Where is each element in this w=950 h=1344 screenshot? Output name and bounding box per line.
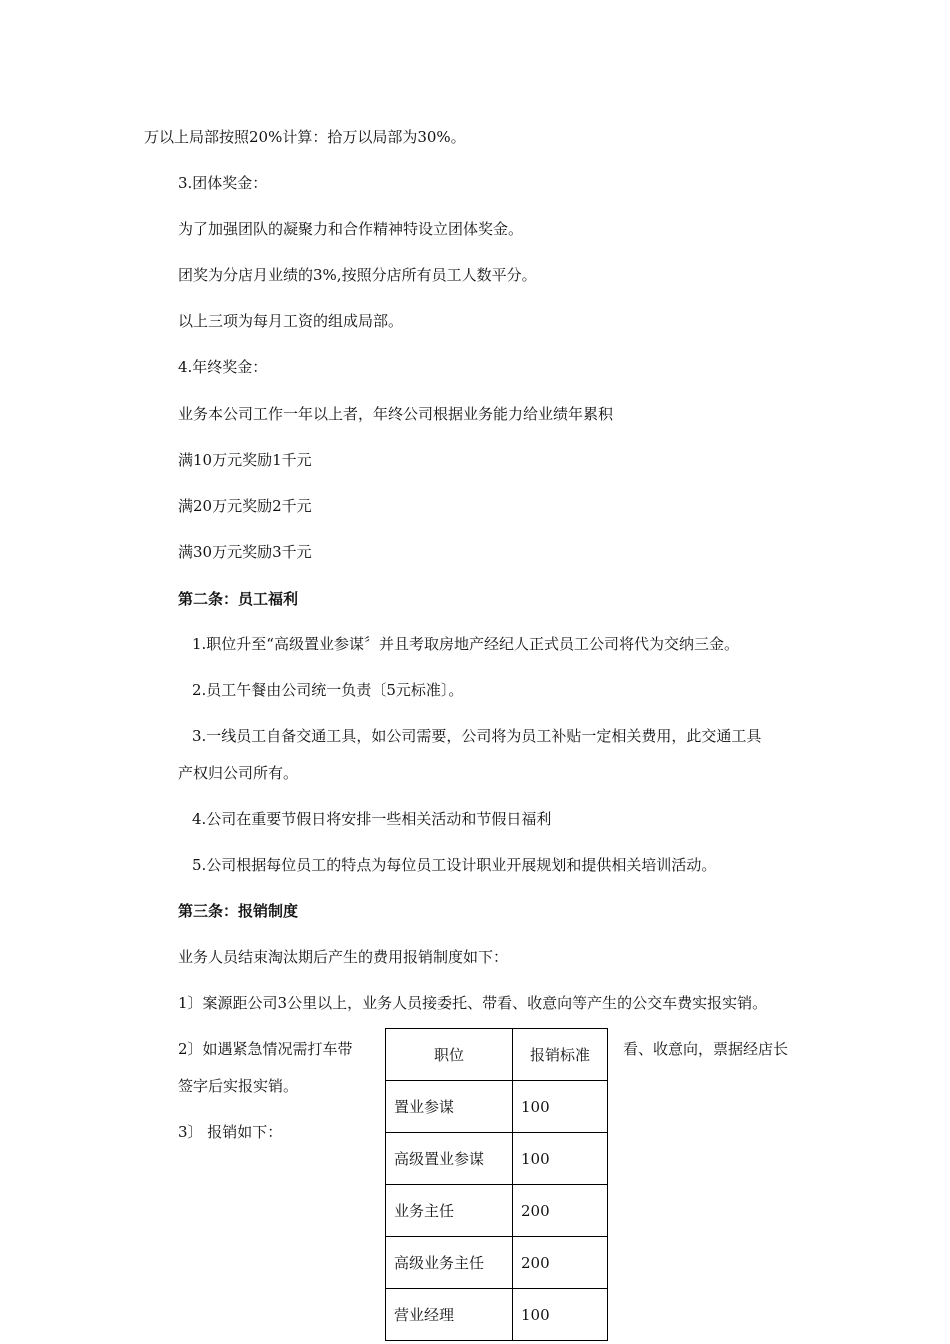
paragraph: 业务本公司工作一年以上者，年终公司根据业务能力给业绩年累积 [178,405,614,423]
table-cell: 营业经理 [386,1289,513,1341]
paragraph: 产权归公司所有。 [178,764,299,782]
table-cell: 高级业务主任 [386,1237,513,1289]
table-cell: 业务主任 [386,1185,513,1237]
table-cell: 置业参谋 [386,1081,513,1133]
paragraph-heading: 3.团体奖金： [178,174,268,192]
table-cell: 100 [513,1081,608,1133]
table-row [386,1237,608,1289]
paragraph: 以上三项为每月工资的组成局部。 [178,312,404,330]
paragraph: 5.公司根据每位员工的特点为每位员工设计职业开展规划和提供相关培训活动。 [192,856,717,874]
table-cell: 高级置业参谋 [386,1133,513,1185]
paragraph: 2.员工午餐由公司统一负责〔5元标准〕。 [192,681,464,699]
table-row [386,1133,608,1185]
paragraph: 为了加强团队的凝聚力和合作精神特设立团体奖金。 [178,220,524,238]
table-cell: 100 [513,1133,608,1185]
column-header-standard: 报销标准 [513,1029,608,1081]
paragraph: 1〕案源距公司3公里以上，业务人员接委托、带看、收意向等产生的公交车费实报实销。 [178,994,768,1012]
table-row [386,1081,608,1133]
table-row [386,1289,608,1341]
paragraph: 满20万元奖励2千元 [178,497,312,515]
reimbursement-table [385,1028,608,1341]
paragraph: 满10万元奖励1千元 [178,451,312,469]
paragraph: 万以上局部按照20%计算：拾万以局部为30%。 [144,128,466,146]
table-header-row [386,1029,608,1081]
table-cell: 200 [513,1237,608,1289]
paragraph: 4.公司在重要节假日将安排一些相关活动和节假日福利 [192,810,552,828]
paragraph: 1.职位升至“高级置业参谋〞并且考取房地产经纪人正式员工公司将代为交纳三金。 [192,635,739,653]
section-heading: 第二条：员工福利 [178,590,299,608]
section-heading: 第三条：报销制度 [178,902,299,920]
paragraph: 看、收意向，票据经店长 [623,1040,789,1058]
paragraph: 签字后实报实销。 [178,1077,299,1095]
paragraph-heading: 4.年终奖金： [178,358,268,376]
table-row [386,1185,608,1237]
paragraph: 满30万元奖励3千元 [178,543,312,561]
paragraph: 团奖为分店月业绩的3%,按照分店所有员工人数平分。 [178,266,537,284]
table-cell: 200 [513,1185,608,1237]
column-header-position: 职位 [386,1029,513,1081]
paragraph: 2〕如遇紧急情况需打车带 [178,1040,353,1058]
paragraph: 3.一线员工自备交通工具，如公司需要，公司将为员工补贴一定相关费用，此交通工具 [192,727,762,745]
paragraph: 业务人员结束淘汰期后产生的费用报销制度如下： [178,948,509,966]
table-cell: 100 [513,1289,608,1341]
paragraph: 3〕 报销如下： [178,1123,283,1141]
